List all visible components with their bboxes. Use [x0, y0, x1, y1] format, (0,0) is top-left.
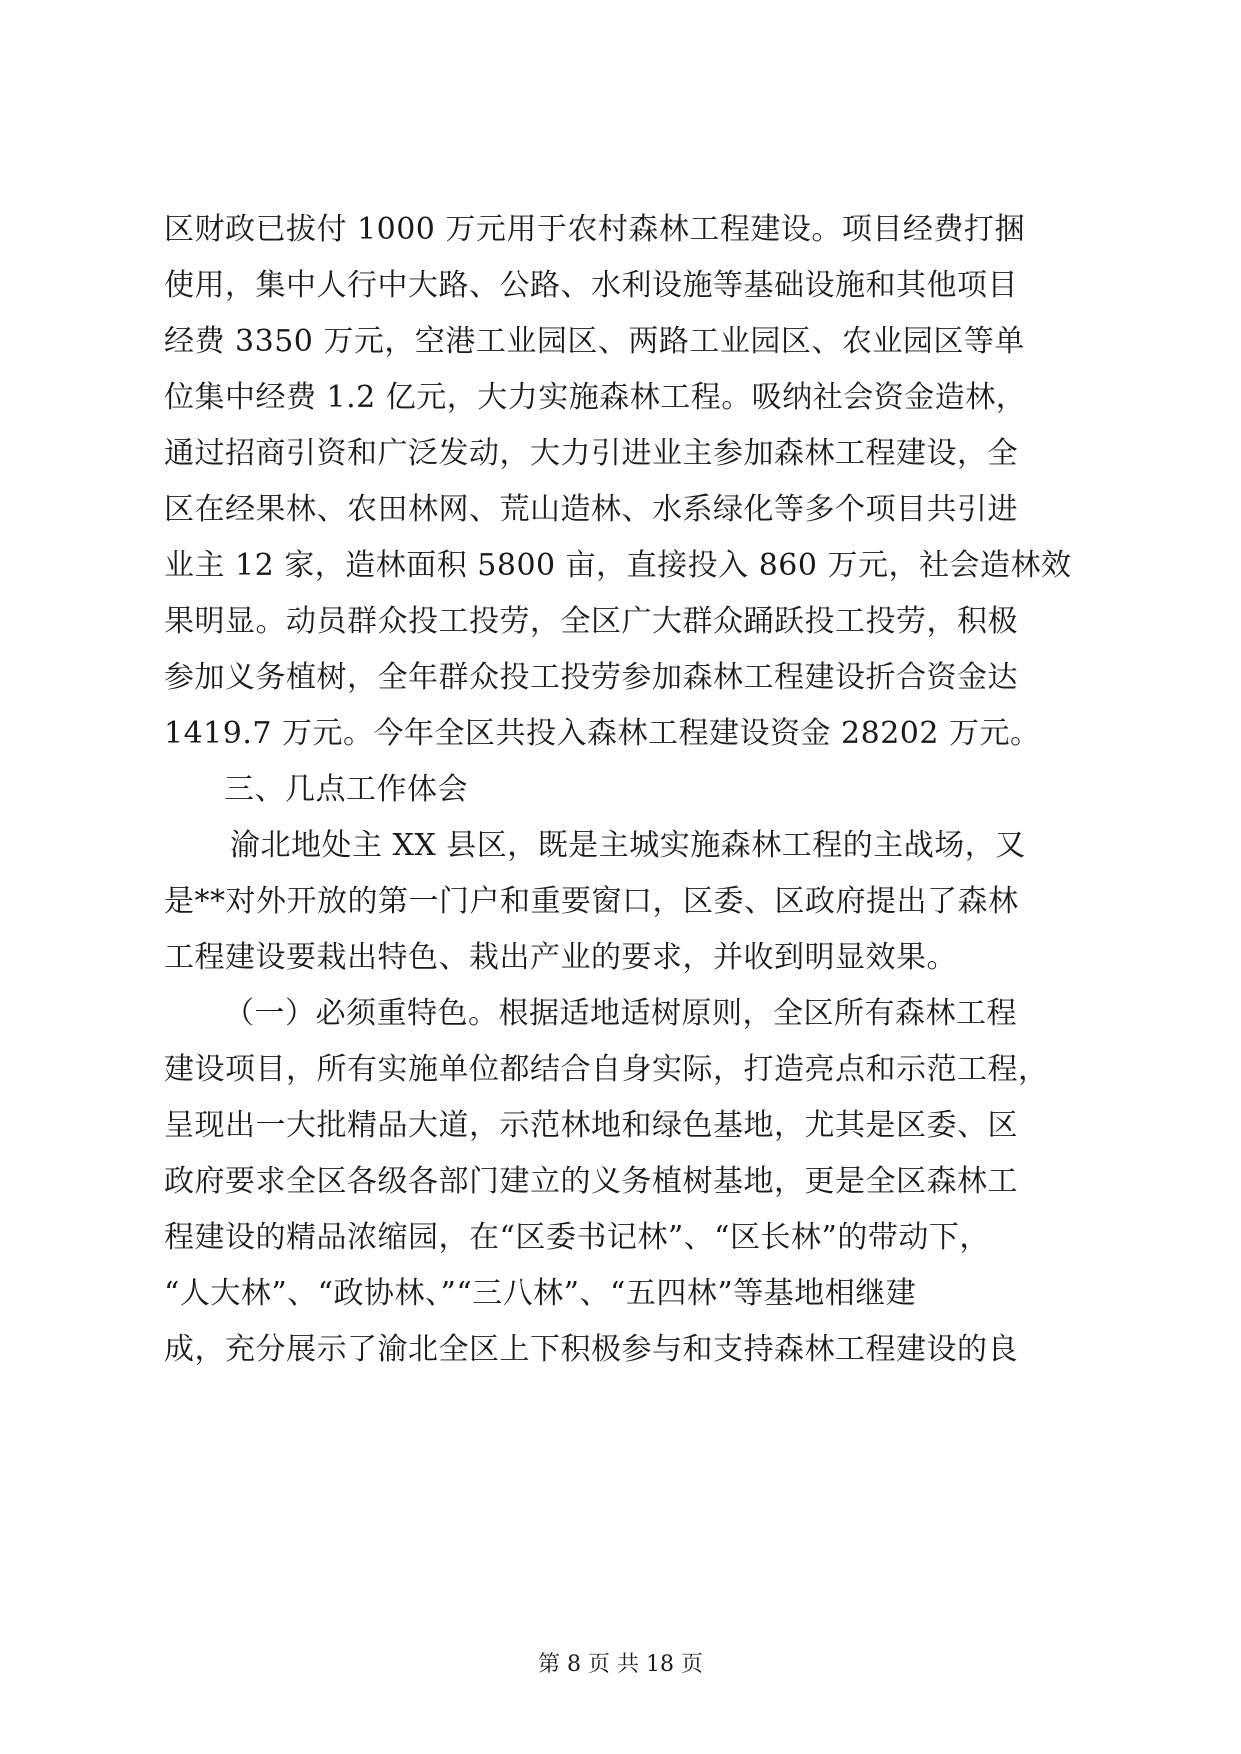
text-line: 参加义务植树，全年群众投工投劳参加森林工程建设折合资金达: [164, 660, 1018, 695]
text-line: 果明显。动员群众投工投劳，全区广大群众踊跃投工投劳，积极: [164, 604, 1018, 639]
text-line: 程建设的精品浓缩园，在“区委书记林”、“区长林”的带动下，: [164, 1220, 990, 1255]
paragraph-first-line: （一）必须重特色。根据适地适树原则，全区所有森林工程: [224, 996, 1017, 1031]
text-line: 区财政已拔付 1000 万元用于农村森林工程建设。项目经费打捆: [164, 212, 1025, 247]
text-line: 是**对外开放的第一门户和重要窗口，区委、区政府提出了森林: [164, 884, 1019, 919]
page-number-footer: 第 8 页 共 18 页: [538, 1652, 703, 1677]
text-line: 政府要求全区各级各部门建立的义务植树基地，更是全区森林工: [164, 1164, 1018, 1199]
section-heading: 三、几点工作体会: [224, 772, 468, 807]
text-line: 使用，集中人行中大路、公路、水利设施等基础设施和其他项目: [164, 268, 1018, 303]
text-line: 通过招商引资和广泛发动，大力引进业主参加森林工程建设，全: [164, 436, 1018, 471]
text-line: 区在经果林、农田林网、荒山造林、水系绿化等多个项目共引进: [164, 492, 1018, 527]
text-line: 建设项目，所有实施单位都结合自身实际，打造亮点和示范工程，: [164, 1052, 1049, 1087]
paragraph-first-line: 渝北地处主 XX 县区，既是主城实施森林工程的主战场，又: [230, 828, 1026, 863]
text-line: “人大林”、“政协林、”“三八林”、“五四林”等基地相继建: [164, 1276, 917, 1311]
text-line: 呈现出一大批精品大道，示范林地和绿色基地，尤其是区委、区: [164, 1108, 1018, 1143]
text-line: 工程建设要栽出特色、栽出产业的要求，并收到明显效果。: [164, 940, 957, 975]
text-line: 经费 3350 万元，空港工业园区、两路工业园区、农业园区等单: [164, 324, 1025, 359]
text-line: 1419.7 万元。今年全区共投入森林工程建设资金 28202 万元。: [164, 716, 1041, 751]
text-line: 业主 12 家，造林面积 5800 亩，直接投入 860 万元，社会造林效: [164, 548, 1072, 583]
text-line: 成，充分展示了渝北全区上下积极参与和支持森林工程建设的良: [164, 1332, 1018, 1367]
text-line: 位集中经费 1.2 亿元，大力实施森林工程。吸纳社会资金造林，: [164, 380, 1027, 415]
